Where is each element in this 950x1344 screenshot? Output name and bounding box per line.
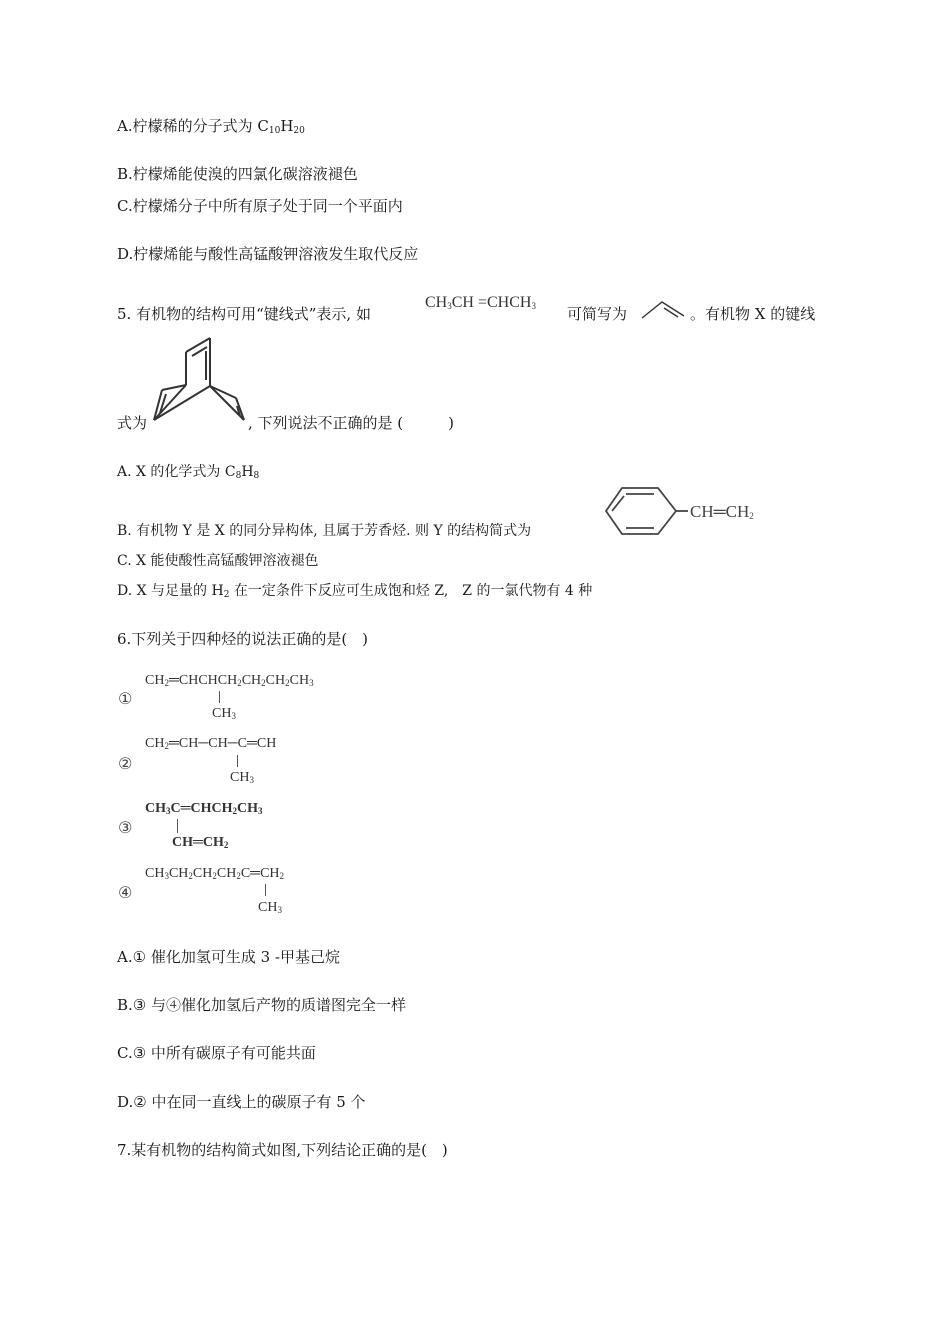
- q5-example-formula: $CH_3CH$ $=CHCH_3$: [425, 294, 536, 311]
- structure-4-number: ④: [118, 883, 133, 902]
- q5-styrene-formula: $CH═CH_2$: [690, 502, 754, 521]
- benzene-ring-icon: [604, 486, 688, 536]
- q5-stem-part1: 5. 有机物的结构可用“键线式”表示, 如: [117, 305, 371, 323]
- structure-3-main-chain: $CH_3C═CHCH_2CH_3$: [145, 801, 263, 816]
- structure-3-branch-bond: [177, 819, 178, 833]
- q6-option-c: C.③ 中所有碳原子有可能共面: [117, 1044, 316, 1062]
- propene-skeletal-icon: [640, 298, 688, 320]
- q4-option-a: A.柠檬稀的分子式为 $C_{10}H_{20}$: [117, 117, 305, 136]
- q4-option-b: B.柠檬烯能使溴的四氯化碳溶液褪色: [117, 165, 358, 183]
- structure-4-main-chain: $CH_3CH_2CH_2CH_2C═CH_2$: [145, 866, 285, 881]
- q5-option-b: B. 有机物 Y 是 X 的同分异构体, 且属于芳香烃. 则 Y 的结构简式为: [117, 523, 532, 539]
- q6-option-b: B.③ 与④催化加氢后产物的质谱图完全一样: [117, 996, 407, 1014]
- q5-stem-line2-a: 式为: [117, 414, 148, 432]
- q4-option-c: C.柠檬烯分子中所有原子处于同一个平面内: [117, 197, 403, 215]
- structure-1-branch-bond: [219, 691, 220, 703]
- structure-1-main-chain: $CH_2═CHCHCH_2CH_2CH_2CH_3$: [145, 673, 314, 688]
- structure-2-main-chain: $CH_2═CH─CH─C═CH$: [145, 736, 277, 751]
- q5-stem-part3: 。有机物 X 的键线: [690, 305, 816, 323]
- q7-stem: 7.某有机物的结构简式如图,下列结论正确的是( ): [117, 1141, 448, 1159]
- q5-option-c: C. X 能使酸性高锰酸钾溶液褪色: [117, 553, 319, 569]
- q6-option-d: D.② 中在同一直线上的碳原子有 5 个: [117, 1093, 366, 1111]
- q5-option-d: D. X 与足量的 $H_2$ 在一定条件下反应可生成饱和烃 Z, Z 的一氯代物有 4 种: [117, 583, 593, 600]
- q5-option-a: A. X 的化学式为 $C_8H_8$: [117, 464, 260, 481]
- structure-1-branch: $CH_3$: [212, 706, 236, 721]
- structure-2-branch: $CH_3$: [230, 770, 254, 785]
- bicyclooctatriene-skeletal-icon: [148, 330, 248, 430]
- structure-3-branch: $CH═CH_2$: [172, 835, 229, 850]
- structure-2-number: ②: [118, 754, 133, 773]
- structure-2-branch-bond: [237, 755, 238, 767]
- q5-stem-part2: 可简写为: [567, 305, 628, 323]
- q5-stem-line2-b: , 下列说法不正确的是 ( ): [248, 414, 455, 432]
- q4-option-d: D.柠檬烯能与酸性高锰酸钾溶液发生取代反应: [117, 245, 419, 263]
- structure-1-number: ①: [118, 689, 133, 708]
- q6-stem: 6.下列关于四种烃的说法正确的是( ): [117, 630, 369, 648]
- structure-3-number: ③: [118, 818, 133, 837]
- structure-4-branch-bond: [265, 884, 266, 896]
- q6-option-a: A.① 催化加氢可生成 3 -甲基己烷: [117, 948, 340, 966]
- structure-4-branch: $CH_3$: [258, 900, 282, 915]
